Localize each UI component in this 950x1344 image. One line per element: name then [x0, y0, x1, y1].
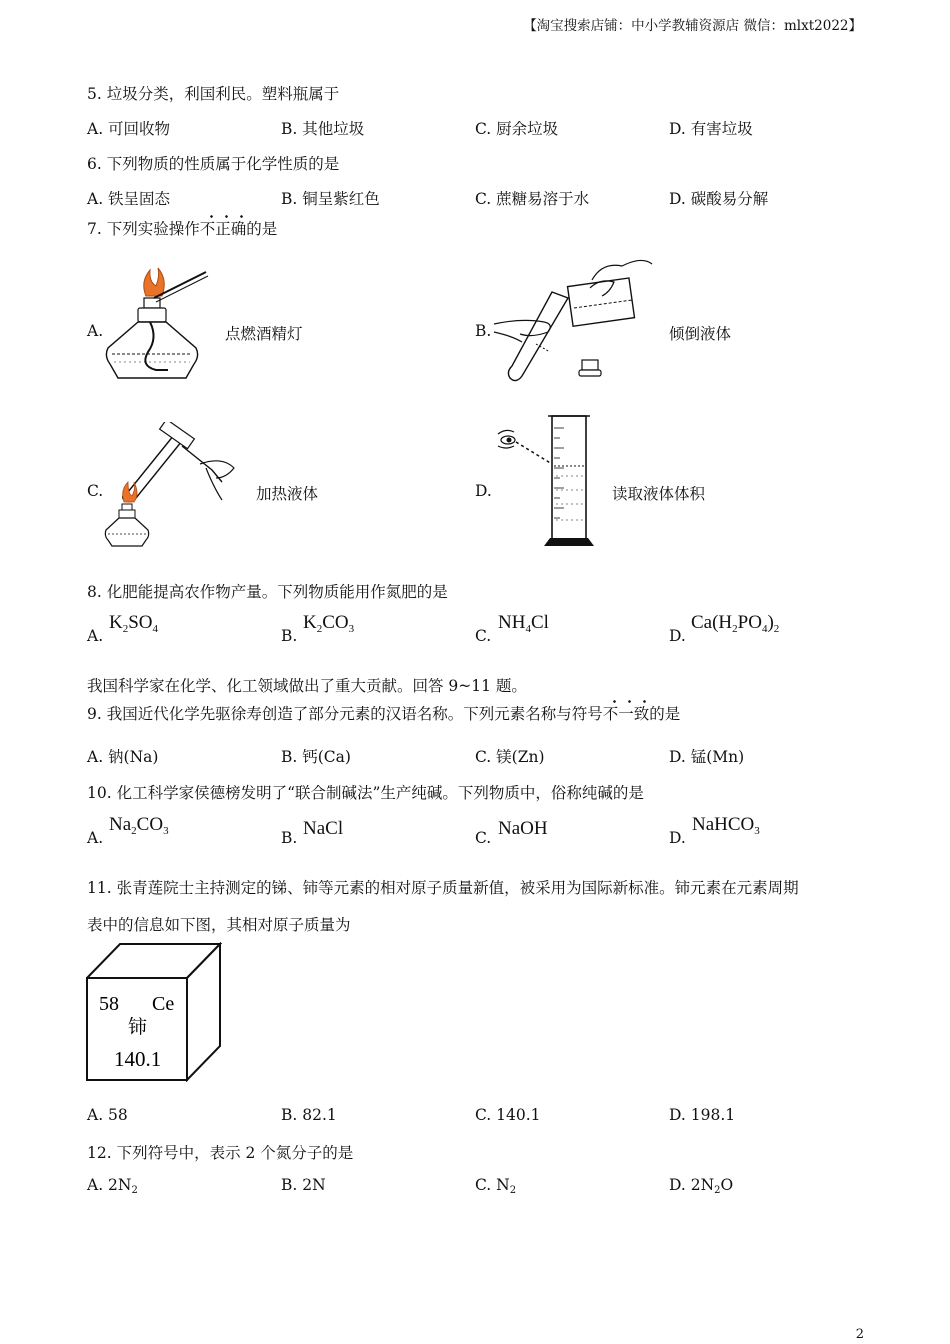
q5-option-a: A. 可回收物	[87, 120, 171, 138]
q8-formula-d: $Ca(H_2PO_4)_2$	[691, 612, 780, 635]
question-9-stem: 9. 我国近代化学先驱徐寿创造了部分元素的汉语名称。下列元素名称与符号不一致的是	[87, 702, 680, 724]
question-7-stem: 7. 下列实验操作不正确的是	[87, 217, 277, 239]
q12-option-d: D. $2N_2O$	[669, 1176, 734, 1196]
q11-option-b: B. 82.1	[281, 1106, 337, 1124]
q8-letter-d: D.	[669, 627, 686, 645]
question-10-stem: 10. 化工科学家侯德榜发明了“联合制碱法”生产纯碱。下列物质中，俗称纯碱的是	[87, 784, 644, 802]
alcohol-lamp-lighting-figure	[100, 258, 215, 386]
element-card-cerium	[86, 942, 222, 1082]
question-11-stem-line2: 表中的信息如下图，其相对原子质量为	[87, 916, 351, 934]
q5-option-b: B. 其他垃圾	[281, 120, 365, 138]
q12-option-a: A. $2N_2$	[87, 1176, 138, 1196]
question-11-stem-line1: 11. 张青莲院士主持测定的锑、铈等元素的相对原子质量新值，被采用为国际新标准。铈元素在元素周期	[87, 879, 799, 897]
section-intro: 我国科学家在化学、化工领域做出了重大贡献。回答 9~11 题。	[87, 677, 527, 695]
emphasis-text: 不正确	[200, 214, 247, 238]
q9-option-d: D. 锰(Mn)	[669, 748, 745, 766]
page-header: 【淘宝搜索店铺：中小学教辅资源店 微信：mlxt2022】	[523, 18, 862, 34]
q10-letter-d: D.	[669, 829, 686, 847]
q12-option-b: B. 2N	[281, 1176, 326, 1194]
emphasis-text: 不一致	[603, 699, 650, 723]
q8-formula-b: $K_2CO_3$	[303, 612, 355, 635]
q9-option-b: B. 钙(Ca)	[281, 748, 351, 766]
q10-formula-d: NaHCO$_3$	[692, 814, 760, 837]
q8-letter-c: C.	[475, 627, 492, 645]
q6-option-b: B. 铜呈紫红色	[281, 190, 380, 208]
question-8-stem: 8. 化肥能提高农作物产量。下列物质能用作氮肥的是	[87, 583, 448, 601]
q9-option-c: C. 镁(Zn)	[475, 748, 545, 766]
q5-option-d: D. 有害垃圾	[669, 120, 753, 138]
page-number: 2	[855, 1327, 864, 1342]
heat-liquid-figure	[102, 422, 242, 550]
q10-formula-a: $Na_2CO_3$	[109, 814, 169, 837]
q11-option-c: C. 140.1	[475, 1106, 541, 1124]
q7-caption-c: 加热液体	[256, 485, 319, 503]
q8-letter-b: B.	[281, 627, 298, 645]
q7-letter-c: C.	[87, 482, 104, 500]
element-name: 铈	[128, 1017, 148, 1038]
q8-formula-c: $NH_4Cl$	[498, 612, 549, 635]
q7-letter-d: D.	[475, 482, 492, 500]
q7-caption-a: 点燃酒精灯	[225, 325, 303, 343]
q10-formula-c: NaOH	[498, 818, 548, 839]
q11-option-a: A. 58	[87, 1106, 128, 1124]
q8-formula-a: $K_2SO_4$	[109, 612, 159, 635]
q5-option-c: C. 厨余垃圾	[475, 120, 559, 138]
q6-option-d: D. 碳酸易分解	[669, 190, 769, 208]
element-atomic-number: 58	[99, 993, 119, 1015]
q7-letter-a: A.	[87, 322, 104, 340]
q7-caption-b: 倾倒液体	[669, 325, 732, 343]
q7-caption-d: 读取液体体积	[612, 485, 706, 503]
q10-letter-c: C.	[475, 829, 492, 847]
q6-option-c: C. 蔗糖易溶于水	[475, 190, 590, 208]
q10-letter-a: A.	[87, 829, 104, 847]
q10-formula-b: NaCl	[303, 818, 344, 839]
q9-option-a: A. 钠(Na)	[87, 748, 159, 766]
q10-letter-b: B.	[281, 829, 298, 847]
element-symbol: Ce	[152, 993, 175, 1015]
q12-option-c: C. $N_2$	[475, 1176, 517, 1196]
q6-option-a: A. 铁呈固态	[87, 190, 171, 208]
pour-liquid-figure	[492, 252, 657, 387]
element-mass: 140.1	[114, 1047, 162, 1071]
q7-letter-b: B.	[475, 322, 492, 340]
read-volume-figure	[494, 410, 599, 550]
question-12-stem: 12. 下列符号中，表示 2 个氮分子的是	[87, 1144, 354, 1162]
question-5-stem: 5. 垃圾分类，利国利民。塑料瓶属于	[87, 85, 340, 103]
q8-letter-a: A.	[87, 627, 104, 645]
q11-option-d: D. 198.1	[669, 1106, 736, 1124]
question-6-stem: 6. 下列物质的性质属于化学性质的是	[87, 155, 340, 173]
